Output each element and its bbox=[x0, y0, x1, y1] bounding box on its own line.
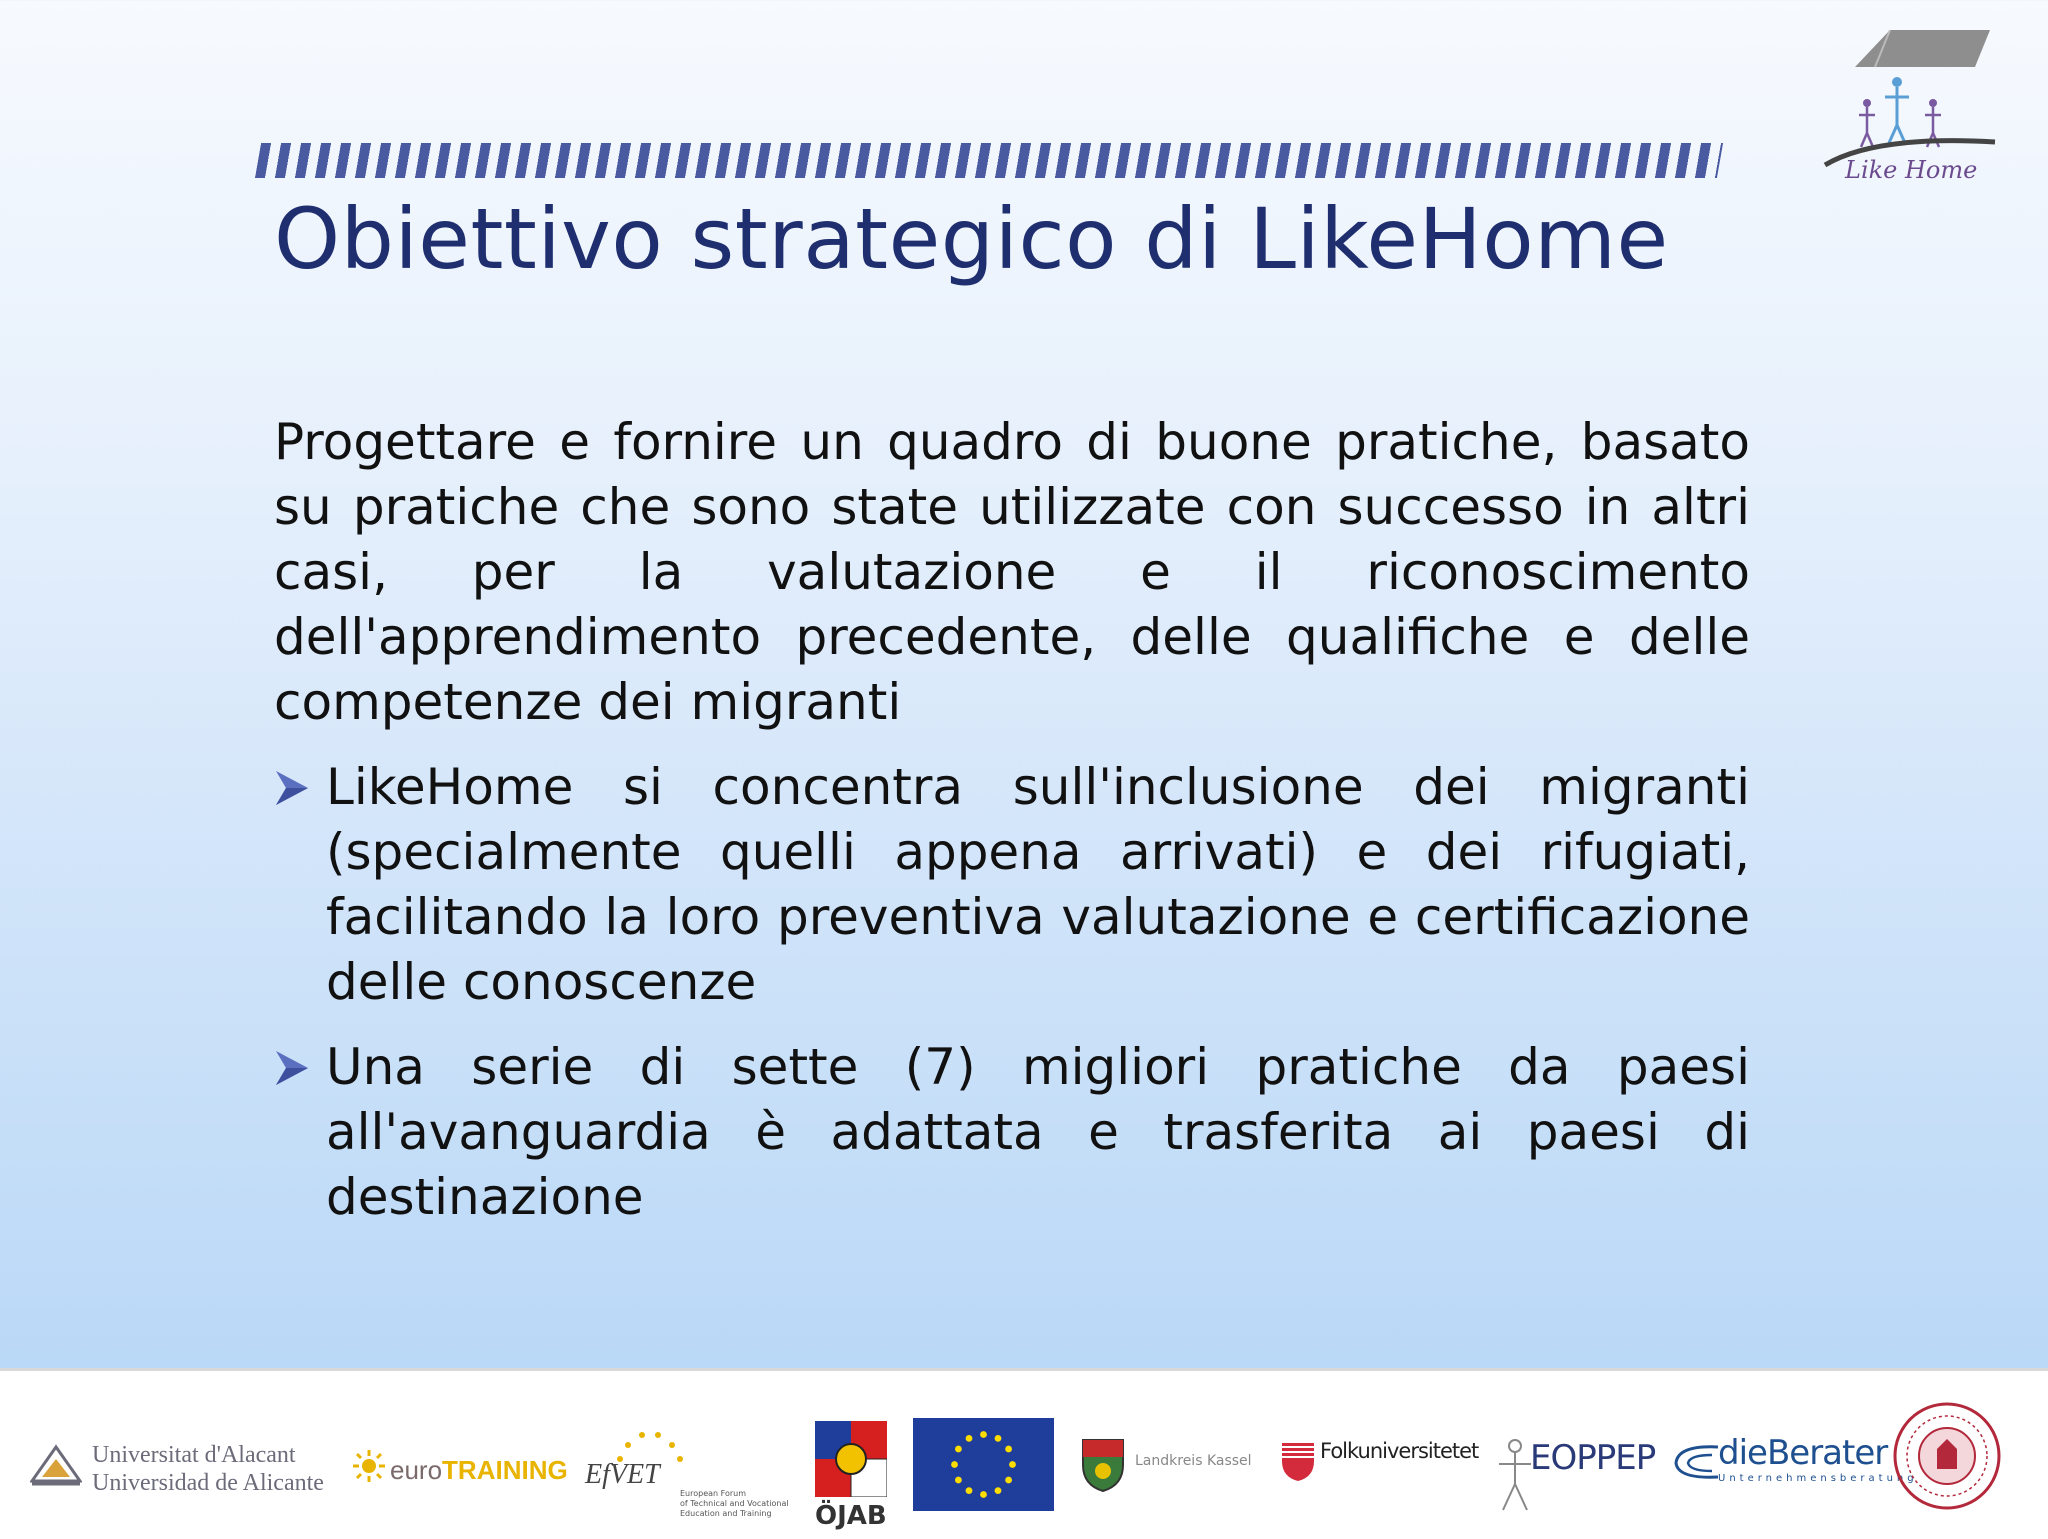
arrow-bullet-icon bbox=[274, 1049, 310, 1087]
dieberater-logo bbox=[1668, 1429, 1918, 1509]
eurotraining-part1: euro bbox=[390, 1455, 443, 1485]
university-alicante-name-ca: Universitat d'Alacant bbox=[92, 1442, 296, 1468]
university-alicante-icon bbox=[30, 1441, 82, 1487]
partner-logos-footer bbox=[0, 1368, 2048, 1539]
coat-of-arms-icon bbox=[1080, 1437, 1126, 1493]
human-figure-icon bbox=[1495, 1436, 1535, 1516]
page-title: Obiettivo strategico di LikeHome bbox=[274, 190, 1669, 288]
efvet-subtitle: European Forum of Technical and Vocational Education and Training bbox=[680, 1489, 789, 1518]
shield-icon bbox=[1280, 1437, 1316, 1483]
ojab-emblem-icon bbox=[815, 1421, 887, 1497]
university-alicante-name-es: Universidad de Alicante bbox=[92, 1470, 324, 1496]
swirl-icon bbox=[1668, 1437, 1722, 1487]
ojab-name: ÖJAB bbox=[815, 1501, 887, 1531]
likehome-logo bbox=[1815, 25, 2005, 190]
dieberater-name: dieBerater bbox=[1718, 1433, 1888, 1473]
dieberater-subtitle: Unternehmensberatung bbox=[1718, 1473, 1918, 1484]
arrow-bullet-icon bbox=[274, 769, 310, 807]
eoppep-logo bbox=[1495, 1426, 1665, 1526]
landkreis-kassel-name: Landkreis Kassel bbox=[1135, 1453, 1252, 1469]
eurotraining-logo bbox=[352, 1449, 568, 1499]
header-dash-bar bbox=[255, 143, 1723, 178]
intro-paragraph: Progettare e fornire un quadro di buone pratiche, basato su pratiche che sono state utilizzate con successo in altri casi, per la valutazione e il riconoscimento dell'apprendimento precedente, delle qualifiche e delle competenze dei migranti bbox=[274, 413, 1750, 731]
eurotraining-part2: TRAINING bbox=[442, 1455, 568, 1485]
main-content bbox=[274, 410, 1750, 1250]
university-seal-icon bbox=[1892, 1401, 2002, 1511]
bullet-item bbox=[274, 1035, 1750, 1230]
bullet-item bbox=[274, 755, 1750, 1015]
university-alicante-logo bbox=[30, 1441, 330, 1511]
sun-icon bbox=[352, 1449, 386, 1483]
bullet-text: LikeHome si concentra sull'inclusione dei migranti (specialmente quelli appena arrivati) e dei rifugiati, facilitando la loro preventiva valutazione e certificazione delle conoscenze bbox=[326, 758, 1750, 1011]
likehome-logo-text: Like Home bbox=[1845, 156, 1978, 184]
landkreis-kassel-logo bbox=[1080, 1429, 1260, 1519]
bullet-text: Una serie di sette (7) migliori pratiche da paesi all'avanguardia è adattata e trasferita ai paesi di destinazione bbox=[326, 1038, 1750, 1226]
eoppep-name: EOPPEP bbox=[1530, 1438, 1656, 1478]
folkuniversitetet-name: Folkuniversitetet bbox=[1320, 1439, 1479, 1463]
eu-stars-icon bbox=[913, 1418, 1054, 1511]
efvet-logo bbox=[585, 1429, 790, 1529]
efvet-name: EfVET bbox=[585, 1459, 660, 1490]
folkuniversitetet-logo bbox=[1280, 1431, 1490, 1511]
eu-flag-logo bbox=[913, 1418, 1054, 1511]
ojab-logo bbox=[815, 1421, 887, 1533]
